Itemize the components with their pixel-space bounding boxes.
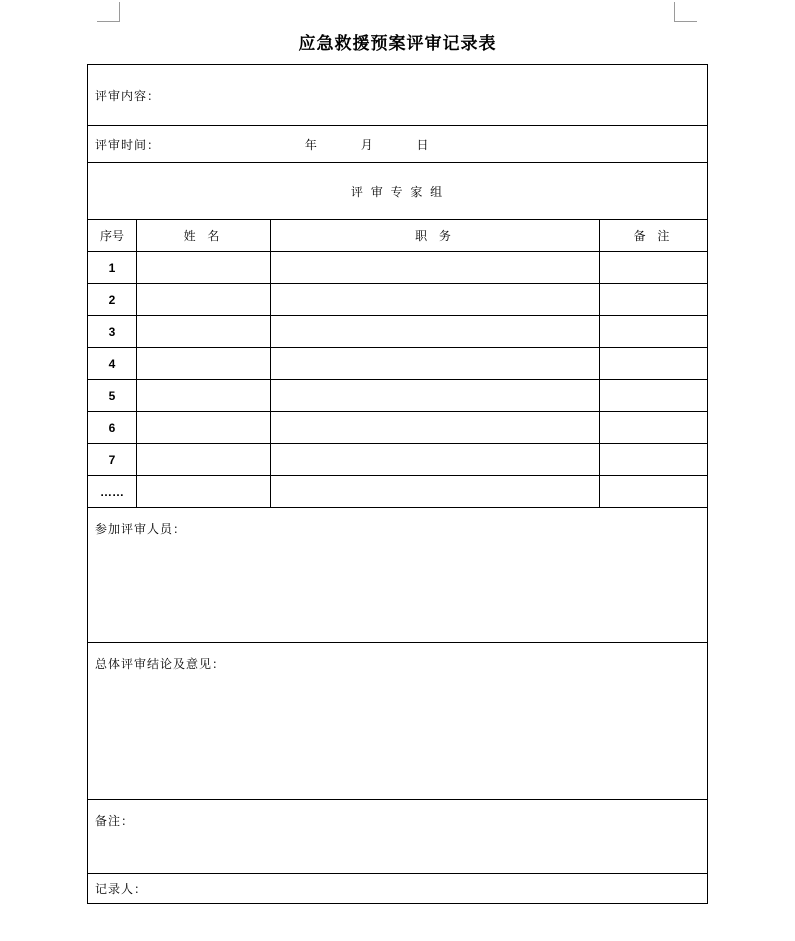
table-row (88, 476, 708, 508)
expert-group-heading: 评 审 专 家 组 (350, 184, 445, 199)
row-index: 4 (88, 348, 137, 380)
expert-remarks-cell[interactable] (600, 476, 708, 508)
review-content-cell[interactable] (88, 65, 708, 126)
review-time-month: 月 (360, 137, 374, 152)
row-index: 1 (88, 252, 137, 284)
row-index: …… (88, 476, 137, 508)
conclusion-cell[interactable] (88, 643, 708, 800)
table-row (88, 284, 708, 316)
expert-position-cell[interactable] (271, 348, 600, 380)
expert-remarks-cell[interactable] (600, 284, 708, 316)
review-content-label: 评审内容： (95, 88, 161, 103)
expert-name-cell[interactable] (137, 284, 271, 316)
expert-position-cell[interactable] (271, 476, 600, 508)
row-index: 3 (88, 316, 137, 348)
expert-position-cell[interactable] (271, 252, 600, 284)
page-corner-mark-top-left (119, 2, 120, 22)
expert-table-header-row (88, 220, 708, 252)
table-row (88, 348, 708, 380)
recorder-label: 记录人： (95, 882, 148, 896)
page-corner-mark-top-right (674, 21, 697, 22)
expert-remarks-cell[interactable] (600, 444, 708, 476)
row-index: 2 (88, 284, 137, 316)
review-record-table (87, 64, 708, 904)
row-index: 6 (88, 412, 137, 444)
participants-cell[interactable] (88, 508, 708, 643)
expert-position-cell[interactable] (271, 316, 600, 348)
review-record-form (87, 64, 707, 904)
expert-name-cell[interactable] (137, 412, 271, 444)
expert-remarks-cell[interactable] (600, 316, 708, 348)
document-title: 应急救援预案评审记录表 (298, 34, 497, 54)
review-time-cell[interactable] (88, 126, 708, 163)
expert-position-cell[interactable] (271, 284, 600, 316)
column-header-name: 姓 名 (137, 220, 271, 252)
page-corner-mark-top-left (97, 21, 120, 22)
expert-position-cell[interactable] (271, 412, 600, 444)
expert-remarks-cell[interactable] (600, 348, 708, 380)
expert-remarks-cell[interactable] (600, 252, 708, 284)
conclusion-label: 总体评审结论及意见： (95, 657, 226, 671)
page-corner-mark-top-right (674, 2, 675, 22)
row-index: 7 (88, 444, 137, 476)
expert-name-cell[interactable] (137, 380, 271, 412)
expert-position-cell[interactable] (271, 380, 600, 412)
expert-name-cell[interactable] (137, 348, 271, 380)
row-index: 5 (88, 380, 137, 412)
table-row (88, 444, 708, 476)
table-row (88, 252, 708, 284)
column-header-index: 序号 (88, 220, 137, 252)
expert-name-cell[interactable] (137, 316, 271, 348)
expert-name-cell[interactable] (137, 476, 271, 508)
expert-remarks-cell[interactable] (600, 380, 708, 412)
table-row (88, 380, 708, 412)
review-time-year: 年 (304, 137, 318, 152)
expert-group-heading-cell (88, 163, 708, 220)
table-row (88, 412, 708, 444)
remarks-cell[interactable] (88, 800, 708, 874)
expert-remarks-cell[interactable] (600, 412, 708, 444)
remarks-label: 备注： (95, 814, 135, 828)
expert-name-cell[interactable] (137, 252, 271, 284)
column-header-position: 职 务 (271, 220, 600, 252)
review-time-label: 评审时间： (95, 137, 161, 152)
expert-position-cell[interactable] (271, 444, 600, 476)
review-time-day: 日 (416, 137, 430, 152)
participants-label: 参加评审人员： (95, 522, 187, 536)
column-header-remarks: 备 注 (600, 220, 708, 252)
table-row (88, 316, 708, 348)
expert-name-cell[interactable] (137, 444, 271, 476)
recorder-cell[interactable] (88, 874, 708, 904)
